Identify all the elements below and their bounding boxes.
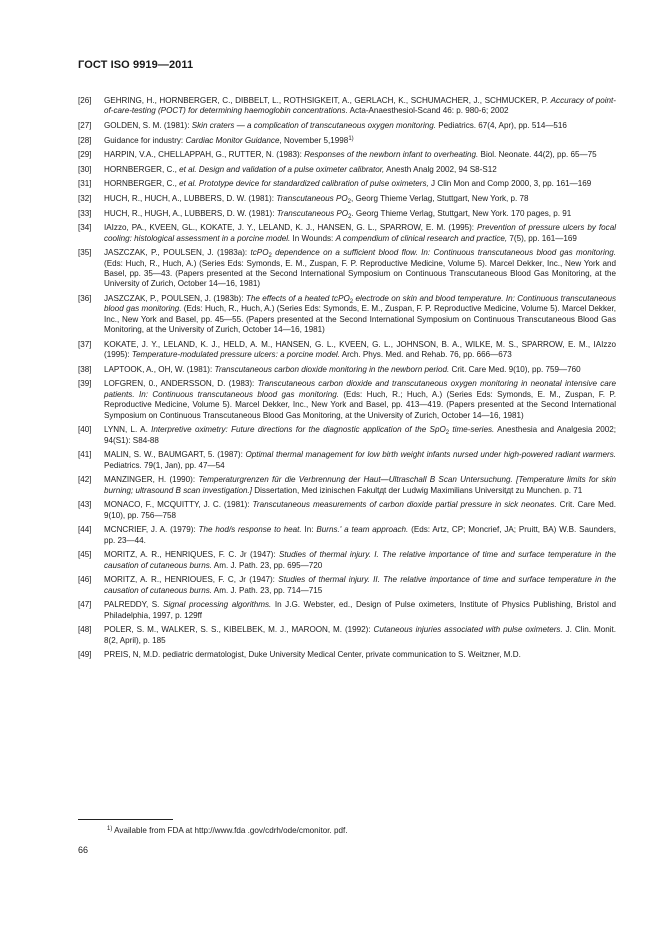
- reference-text-part: 7(5), pp. 161—169: [507, 233, 577, 243]
- reference-text-part: MANZINGER, H. (1990):: [104, 475, 199, 485]
- reference-text-part: (Eds: Huch, R., Huch, A.) (Series Eds: Symonds, E. M., Zuspan, F. P. Reproductive Medicine, Volume 5). Marcel Dekker, Inc., New York and Basel, pp. 35—43. (Papers presented at the Second International Symposium on Continuous Transcutaneous Blood Gas Monitoring, at the University of Zurich, October 14—16, 1981): [104, 258, 616, 289]
- reference-text: [104, 136, 616, 146]
- reference-item: [78, 625, 616, 646]
- reference-text: [104, 525, 616, 546]
- reference-text-part: et al. Design and validation of a pulse oximeter calibrator,: [179, 164, 385, 174]
- reference-text-part: Anesthesia and Analgesia 2002; 94(S1): S84-88: [104, 425, 617, 445]
- reference-text: [104, 550, 616, 571]
- reference-text-part: 2: [268, 253, 272, 260]
- reference-text-part: time-series.: [449, 425, 495, 435]
- reference-text: [104, 425, 616, 446]
- reference-item: [78, 425, 616, 446]
- reference-text-part: HUCH, R., HUCH, A., LUBBERS, D. W. (1981):: [104, 193, 277, 203]
- reference-number: [37]: [78, 339, 92, 349]
- reference-item: [78, 136, 616, 146]
- reference-text-part: 2: [348, 213, 352, 220]
- reference-number: [31]: [78, 179, 92, 189]
- reference-text-part: dependence on a sufficient blood flow. In: Continuous transcutaneous blood gas monitoring.: [271, 248, 616, 258]
- reference-text-part: MORITZ, A. R., HENRIOUES, F. C, Jr (1947):: [104, 575, 279, 585]
- reference-text-part: electrode on skin and blood temperature. In: Continuous transcutaneous blood gas monitoring.: [104, 293, 617, 314]
- reference-item: [78, 121, 616, 131]
- reference-text-part: HORNBERGER, C.,: [104, 164, 180, 174]
- reference-text-part: Arch. Phys. Med. and Rehab. 76, pp. 666—673: [339, 350, 512, 360]
- reference-text-part: Temperature-modulated pressure ulcers: a porcine model.: [131, 350, 340, 360]
- reference-item: [78, 223, 616, 244]
- reference-text-part: HORNBERGER, C.,: [104, 179, 180, 189]
- reference-text-part: Crit. Care Med. 9(10), pp. 759—760: [449, 364, 581, 374]
- reference-item: [78, 600, 616, 621]
- reference-text: [104, 379, 616, 421]
- reference-item: [78, 379, 616, 421]
- reference-item: [78, 450, 616, 471]
- reference-text-part: LOFGREN, 0., ANDERSSON, D. (1983):: [104, 379, 258, 389]
- reference-item: [78, 650, 616, 660]
- reference-text: [104, 500, 616, 521]
- reference-number: [34]: [78, 223, 92, 233]
- reference-text-part: LAPTOOK, A., OH, W. (1981):: [104, 364, 215, 374]
- reference-text: [104, 475, 616, 496]
- reference-text-part: Burns.' a team approach.: [316, 525, 409, 535]
- reference-number: [35]: [78, 248, 92, 258]
- reference-text-part: Optimal thermal management for low birth weight infants nursed under high-powered radiant warmers.: [245, 450, 616, 460]
- reference-text-part: Guidance for industry:: [104, 135, 186, 145]
- reference-text-part: , November 5,1998: [279, 135, 349, 145]
- reference-text-part: PALREDDY, S.: [104, 600, 163, 610]
- reference-text-part: HUCH, R., HUGH, A., LUBBERS, D. W. (1981):: [104, 208, 277, 218]
- reference-item: [78, 179, 616, 189]
- reference-text-part: J. Clin. Monit. 8(2, April), p. 185: [104, 625, 616, 645]
- reference-text-part: Am. J. Path. 23, pp. 695—720: [212, 560, 323, 570]
- reference-text-part: 2: [445, 430, 450, 437]
- reference-item: [78, 365, 616, 375]
- reference-text: [104, 450, 616, 471]
- reference-item: [78, 150, 616, 160]
- reference-text-part: Biol. Neonate. 44(2), pp. 65—75: [478, 150, 597, 160]
- reference-number: [29]: [78, 150, 92, 160]
- reference-text-part: Temperaturgrenzen für die Verbrennung der Haut—Ultraschall B Scan Untersuchung. [Temperature limits for skin burning; ultrasound B scan investigation.]: [104, 475, 616, 495]
- reference-number: [28]: [78, 135, 92, 145]
- reference-number: [39]: [78, 379, 92, 389]
- reference-item: [78, 525, 616, 546]
- reference-text: [104, 340, 616, 361]
- reference-text-part: MALIN, S. W., BAUMGART, 5. (1987):: [104, 450, 246, 460]
- reference-item: [78, 475, 616, 496]
- reference-item: [78, 165, 616, 175]
- reference-text-part: In J.G. Webster, ed., Design of Pulse oximeters, Institute of Physics Publishing, Bristol and Philadelphia, 1997, p. 129ff: [104, 600, 616, 620]
- reference-text-part: MORITZ, A. R., HENRIQUES, F. C. Jr (1947):: [104, 550, 280, 560]
- reference-text-part: MONACO, F., MCQUITTY, J. C. (1981):: [104, 500, 253, 510]
- reference-number: [46]: [78, 575, 92, 585]
- reference-text-part: Transcutaneous measurements of carbon dioxide partial pressure in sick neonates.: [252, 500, 557, 510]
- reference-text: [104, 365, 616, 375]
- reference-item: [78, 294, 616, 336]
- reference-number: [48]: [78, 625, 92, 635]
- reference-number: [36]: [78, 293, 92, 303]
- reference-number: [47]: [78, 600, 92, 610]
- document-header: ГОСТ ISO 9919—2011: [78, 59, 194, 71]
- reference-item: [78, 550, 616, 571]
- reference-number: [40]: [78, 425, 92, 435]
- reference-text: [104, 223, 616, 244]
- reference-text-part: 1): [348, 135, 354, 142]
- reference-text-part: et al. Prototype device for standardized calibration of pulse oximeters,: [179, 179, 429, 189]
- reference-text-part: HARPIN, V.A., CHELLAPPAH, G., RUTTER, N. (1983):: [104, 150, 305, 160]
- reference-text: [104, 294, 616, 336]
- reference-text-part: Studies of thermal injury. II. The relative importance of time and surface temperature in the causation of cutaneous burns.: [104, 575, 616, 595]
- reference-text: [104, 650, 616, 660]
- reference-text-part: LYNN, L. A.: [104, 425, 152, 435]
- reference-number: [42]: [78, 475, 92, 485]
- reference-text-part: 2: [349, 298, 354, 305]
- reference-text-part: Signal processing algorithms.: [162, 600, 272, 610]
- reference-text-part: Responses of the newborn infant to overheating.: [304, 150, 479, 160]
- reference-text: [104, 194, 616, 204]
- reference-item: [78, 96, 616, 117]
- reference-text-part: A compendium of clinical research and practice,: [335, 233, 508, 243]
- reference-text-part: POLER, S. M., WALKER, S. S., KIBELBEK, M. J., MAROON, M. (1992):: [104, 625, 374, 635]
- reference-list: [78, 96, 616, 665]
- reference-number: [26]: [78, 96, 92, 105]
- reference-item: [78, 575, 616, 596]
- reference-number: [32]: [78, 193, 92, 203]
- reference-text-part: GOLDEN, S. M. (1981):: [104, 121, 192, 130]
- reference-text-part: KOKATE, J. Y., LELAND, K. J., HELD, A. M., HANSEN, G. L., KVEEN, G. L., JOHNSON, B. A., WILKE, M. S., SPARROW, E. M., IAIzzo (1995):: [104, 339, 616, 360]
- footnote-divider: [78, 819, 173, 820]
- reference-text: [104, 248, 616, 290]
- reference-text-part: Acta-Anaesthesiol-Scand 46: p. 980-6; 2002: [347, 106, 509, 116]
- reference-text-part: Interpretive oximetry: Future directions for the diagnostic application of the SpO: [151, 425, 446, 435]
- reference-text: [104, 209, 616, 219]
- reference-text-part: Studies of thermal injury. I. The relative importance of time and surface temperature in the causation of cutaneous burns.: [104, 550, 616, 570]
- reference-item: [78, 209, 616, 219]
- reference-text-part: JASZCZAK, P., POULSEN, J. (1983a):: [104, 248, 251, 258]
- reference-text-part: (Eds: Huch, R., Huch, A.) (Series Eds: Symonds, E. M., Zuspan, F. P. Reproductive Medicine, Volume 5). Marcel Dekker, Inc., New York and Basel, pp. 45—55. (Papers presented at the Second International Symposium on Continuous Transcutaneous Blood Gas Monitoring, at the University of Zurich, October 14—16, 1981): [104, 304, 617, 335]
- reference-text: [104, 150, 616, 160]
- reference-number: [27]: [78, 121, 92, 130]
- reference-text-part: Prevention of pressure ulcers by focal cooling: histological assessment in a porcine model.: [104, 223, 616, 243]
- reference-text: [104, 575, 616, 596]
- reference-text-part: PREIS, N, M.D. pediatric dermatologist, Duke University Medical Center, private communication to S. Weitzner, M.D.: [104, 650, 521, 660]
- reference-text-part: Accuracy of point-of-care-testing (POCT) for determining haemoglobin concentrations.: [104, 96, 617, 116]
- reference-number: [43]: [78, 500, 92, 510]
- reference-text-part: Transcutaneous carbon dioxide monitoring in the newborn period.: [214, 364, 450, 374]
- reference-text: [104, 121, 616, 131]
- reference-text-part: MCNCRIEF, J. A. (1979):: [104, 525, 199, 535]
- reference-text-part: (Eds: Huch, R.; Huch, A.) (Series Eds: Symonds, E. M., Zuspan, F. P. Reproductive Medicine, Volume 5). Marcel Dekker, Inc., New York and Basel, pp. 413—419. (Papers presented at the Second International Symposium on Continuous Transcutaneous Blood Gas Monitoring, at the University of Zurich, October 14—16, 1981): [104, 389, 616, 420]
- reference-text-part: The effects of a heated tcPO: [245, 293, 350, 303]
- reference-number: [45]: [78, 550, 92, 560]
- reference-text-part: In Wounds:: [290, 233, 336, 243]
- reference-text-part: (Eds: Artz, CP; Moncrief, JA; Pruitt, BA) W.B. Saunders, pp. 23—44.: [104, 525, 616, 545]
- reference-item: [78, 340, 616, 361]
- reference-item: [78, 194, 616, 204]
- reference-text-part: , Georg Thieme Verlag, Stuttgart, New York, p. 78: [351, 193, 529, 203]
- reference-number: [33]: [78, 208, 92, 218]
- reference-number: [44]: [78, 525, 92, 535]
- reference-text-part: Crit. Care Med. 9(10), pp. 756—758: [104, 500, 616, 520]
- reference-text-part: Transcutaneous PO: [276, 193, 348, 203]
- footnote-marker: 1): [107, 826, 113, 832]
- reference-text-part: J Clin Mon and Comp 2000, 3, pp. 161—169: [428, 179, 592, 189]
- reference-text-part: IAIzzo, PA., KVEEN, GL., KOKATE, J. Y., LELAND, K. J., HANSEN, G. L., SPARROW, E. M. (1995):: [104, 223, 478, 233]
- reference-text-part: Pediatrics. 79(1, Jan), pp. 47—54: [104, 460, 225, 470]
- reference-number: [49]: [78, 650, 92, 660]
- reference-text-part: Dissertation, Med izinischen Fakultдt der Ludwig Maximilians Universitдt zu Munchen. p. 71: [252, 485, 583, 495]
- reference-text: [104, 625, 616, 646]
- reference-text: [104, 600, 616, 621]
- reference-number: [41]: [78, 450, 92, 460]
- reference-text-part: JASZCZAK, P., POULSEN, J. (1983b):: [104, 293, 246, 303]
- reference-text-part: Cardiac Monitor Guidance: [185, 135, 280, 145]
- reference-text-part: 2: [347, 198, 351, 205]
- reference-item: [78, 500, 616, 521]
- reference-text-part: GEHRING, H., HORNBERGER, C., DIBBELT, L., ROTHSIGKEIT, A., GERLACH, K., SCHUMACHER, J., SCHMUCKER, P.: [104, 96, 551, 105]
- reference-item: [78, 248, 616, 290]
- reference-number: [38]: [78, 364, 92, 374]
- reference-text-part: Cutaneous injuries associated with pulse oximeters.: [373, 625, 563, 635]
- reference-text-part: In:: [301, 525, 317, 535]
- reference-number: [30]: [78, 164, 92, 174]
- footnote-text: Available from FDA at http://www.fda .gov/cdrh/ode/cmonitor. pdf.: [112, 826, 348, 835]
- reference-text-part: Transcutaneous carbon dioxide and transcutaneous oxygen monitoring in neonatal intensive care patients. In: Continuous transcutaneous blood gas monitoring.: [104, 379, 616, 399]
- reference-text-part: Transcutaneous PO: [276, 208, 349, 218]
- reference-text: [104, 165, 616, 175]
- reference-text-part: Anesth Analg 2002, 94 S8-S12: [384, 164, 497, 174]
- reference-text: [104, 179, 616, 189]
- reference-text-part: . Georg Thieme Verlag, Stuttgart, New York. 170 pages, p. 91: [351, 208, 572, 218]
- reference-text-part: Skin craters — a complication of transcutaneous oxygen monitoring.: [191, 121, 437, 130]
- reference-text-part: tcPO: [250, 248, 269, 258]
- reference-text-part: Am. J. Path. 23, pp. 714—715: [212, 585, 323, 595]
- reference-text: [104, 96, 616, 117]
- page-number: 66: [78, 845, 89, 855]
- reference-text-part: Pediatrics. 67(4, Apr), pp. 514—516: [436, 121, 567, 130]
- reference-text-part: The hod/s response to heat.: [198, 525, 302, 535]
- footnote: [107, 826, 347, 835]
